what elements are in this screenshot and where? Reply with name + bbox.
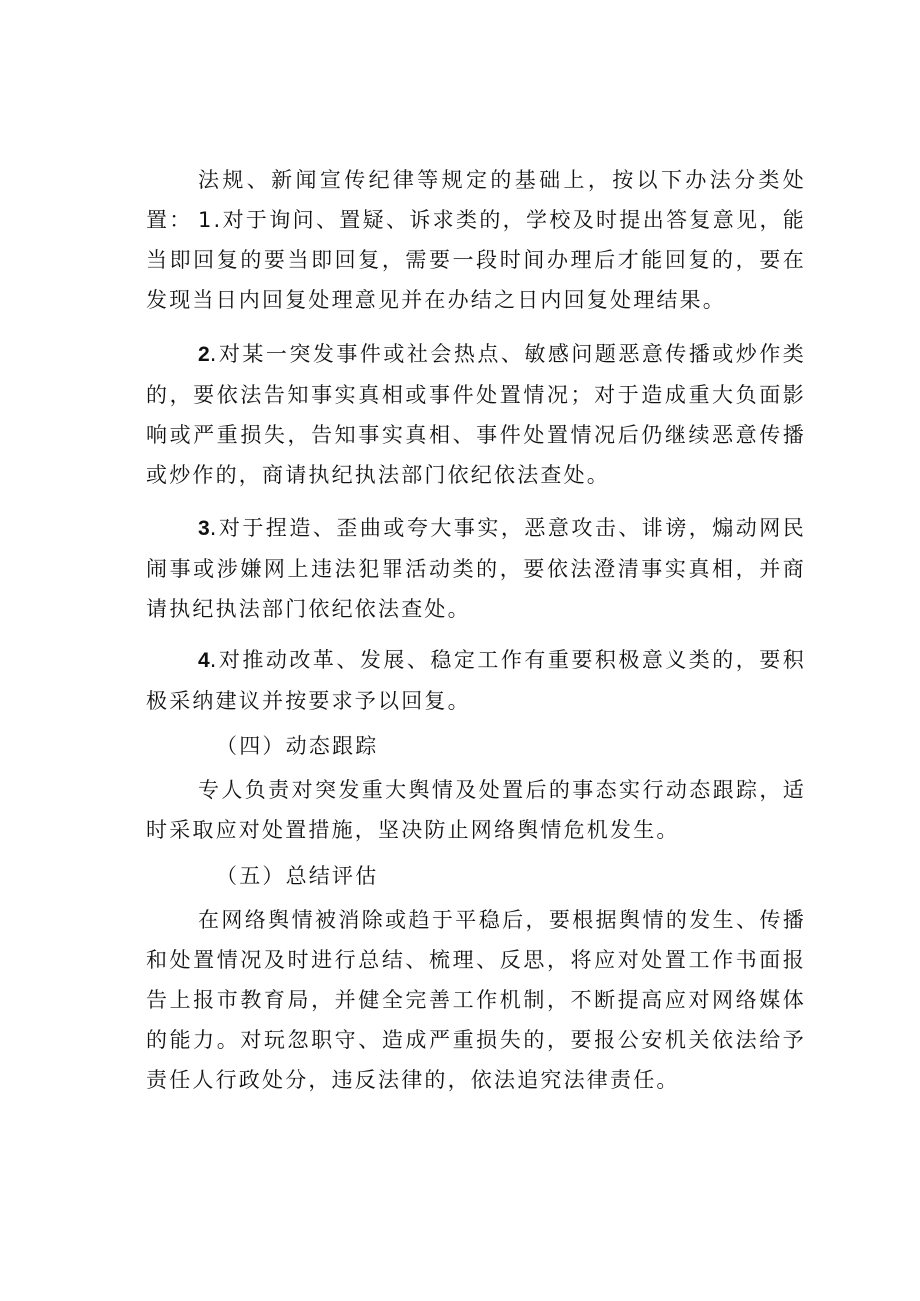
item-text-4: .对推动改革、发展、稳定工作有重要积极意义类的，要积极采纳建议并按要求予以回复。 [146,648,806,713]
paragraph-section-4: 专人负责对突发重大舆情及处置后的事态实行动态跟踪，适时采取应对处置措施，坚决防止网络舆情危机发生。 [146,778,806,842]
paragraph-item-2 [146,334,806,495]
paragraph-section-5: 在网络舆情被消除或趋于平稳后，要根据舆情的发生、传播和处置情况及时进行总结、梳理、反思，将应对处置工作书面报告上报市教育局，并健全完善工作机制，不断提高应对网络媒体的能力。对玩忽职守、造成严重损失的，要报公安机关依法给予责任人行政处分，违反法律的，依法追究法律责任。 [146,908,806,1092]
section-heading-5: （五）总结评估 [216,864,379,888]
paragraph-item-4 [146,640,806,721]
item-text-3: .对于捏造、歪曲或夸大事实，恶意攻击、诽谤，煽动网民闹事或涉嫌网上违法犯罪活动类的，要依法澄清事实真相，并商请执纪执法部门依纪依法查处。 [146,516,806,621]
paragraph-item-3 [146,508,806,629]
item-number-2: 2 [198,343,210,366]
item-number-4: 4 [198,649,210,672]
paragraph-item-1: 1.对于询问、置疑、诉求类的，学校及时提出答复意见，能当即回复的要当即回复，需要一段时间办理后才能回复的，要在发现当日内回复处理意见并在办结之日内回复处理结果。 [146,208,806,312]
item-number-3: 3 [198,517,210,540]
paragraph-intro: 法规、新闻宣传纪律等规定的基础上，按以下办法分类处置： [146,168,806,232]
section-heading-4: （四）动态跟踪 [216,734,379,758]
item-text-2: .对某一突发事件或社会热点、敏感问题恶意传播或炒作类的，要依法告知事实真相或事件处置情况；对于造成重大负面影响或严重损失，告知事实真相、事件处置情况后仍继续恶意传播或炒作的，商请执纪执法部门依纪依法查处。 [146,342,806,487]
